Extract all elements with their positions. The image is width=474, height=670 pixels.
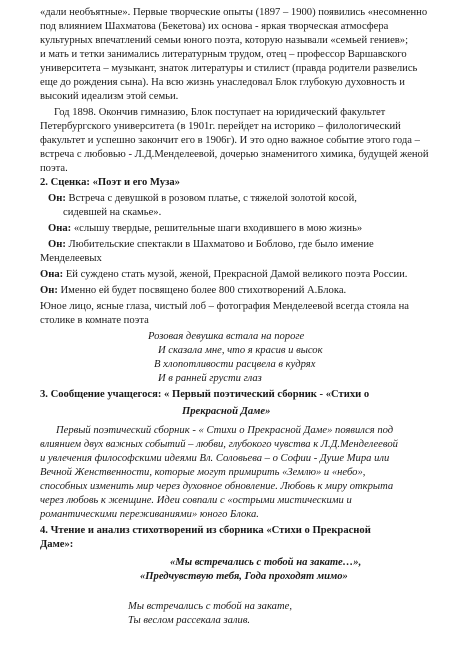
dialogue-text: «слышу твердые, решительные шаги входившего в мою жизнь» <box>73 223 363 234</box>
text-line: Первый поэтический сборник - « Стихи о Прекрасной Даме» появился под <box>56 425 394 436</box>
verse-line: И в ранней грусти глаз <box>158 373 262 384</box>
text-line: еще до рождения сына). На всю жизнь унаследовал Блок глубокую духовность и <box>40 77 405 88</box>
dialogue-line <box>48 192 357 205</box>
speaker-label: Он: <box>48 193 66 204</box>
speaker-label: Она: <box>48 223 72 234</box>
dialogue-line: Менделеевых <box>40 253 102 264</box>
text-line: Вечной Женственности, которые могут примирить «Землю» и «небо», <box>40 467 366 478</box>
section-heading: Прекрасной Даме» <box>182 406 271 417</box>
speaker-label: Она: <box>40 269 64 280</box>
text-line: столике в комнате поэта <box>40 315 149 326</box>
dialogue-line: сидевшей на скамье». <box>63 207 162 218</box>
text-line: влиянием двух важных событий – любви, глубокого чувства к Л.Д.Менделеевой <box>40 439 398 450</box>
poem-title: «Предчувствую тебя, Года проходят мимо» <box>140 571 348 582</box>
verse-line: Мы встречались с тобой на закате, <box>128 601 292 612</box>
dialogue-line <box>40 268 407 281</box>
verse-line: Ты веслом рассекала залив. <box>128 615 251 626</box>
text-line: Петербургского университета (в 1901г. перейдет на историко – филологический <box>40 121 401 132</box>
dialogue-line <box>40 284 346 297</box>
text-line: и мать и тетки занимались литературным трудом, отец – профессор Варшавского <box>40 49 407 60</box>
verse-line: И сказала мне, что я красив и высок <box>158 345 323 356</box>
text-line: встреча с любовью - Л.Д.Менделеевой, дочерью знаменитого химика, будущей женой <box>40 149 429 160</box>
text-line: через любовь к женщине. Идеи совпали с «острыми мистическими и <box>40 495 352 506</box>
text-line: «дали необъятные». Первые творческие опыты (1897 – 1900) появились «несомненно <box>40 7 428 18</box>
text-line: университета – музыкант, знаток литературы и стилист (правда родители развелись <box>40 63 418 74</box>
section-heading: 4. Чтение и анализ стихотворений из сборника «Стихи о Прекрасной <box>40 525 371 536</box>
section-heading: 3. Сообщение учащегося: « Первый поэтический сборник - «Стихи о <box>40 389 370 400</box>
dialogue-text: Встреча с девушкой в розовом платье, с тяжелой золотой косой, <box>68 193 357 204</box>
verse-line: Розовая девушка встала на пороге <box>148 331 305 342</box>
poem-title: «Мы встречались с тобой на закате…», <box>170 557 362 568</box>
verse-line: В хлопотливости расцвела в кудрях <box>154 359 316 370</box>
section-heading: 2. Сценка: «Поэт и его Муза» <box>40 177 180 188</box>
text-line: и увлечения философскими идеями Вл. Соловьева – о Софии - Душе Мира или <box>40 453 390 464</box>
text-line: под влиянием Шахматова (Бекетова) их основа - яркая творческая атмосфера <box>40 21 389 32</box>
speaker-label: Он: <box>40 285 58 296</box>
text-line: Год 1898. Окончив гимназию, Блок поступает на юридический факультет <box>54 107 386 118</box>
text-line: способных изменить мир через духовное обновление. Любовь к миру открыта <box>40 481 394 492</box>
dialogue-line <box>48 222 362 235</box>
text-line: поэта. <box>40 163 68 174</box>
text-line: Юное лицо, ясные глаза, чистый лоб – фотография Менделеевой всегда стояла на <box>40 301 409 312</box>
dialogue-line <box>48 238 374 251</box>
text-line: культурных впечатлений семьи юного поэта, которую называли «семьей гениев»; <box>40 35 409 46</box>
dialogue-text: Именно ей будет посвящено более 800 стихотворений А.Блока. <box>60 285 347 296</box>
text-line: факультет и успешно закончит его в 1906г). И это одно важное событие этого года – <box>40 135 420 146</box>
dialogue-text: Ей суждено стать музой, женой, Прекрасной Дамой великого поэта России. <box>65 269 408 280</box>
speaker-label: Он: <box>48 239 66 250</box>
dialogue-text: Любительские спектакли в Шахматово и Боблово, где было имение <box>68 239 374 250</box>
text-line: романтическими переживаниями» юного Блока. <box>40 509 259 520</box>
text-line: высокий идеализм этой семьи. <box>40 91 179 102</box>
section-heading: Даме»: <box>40 539 74 550</box>
